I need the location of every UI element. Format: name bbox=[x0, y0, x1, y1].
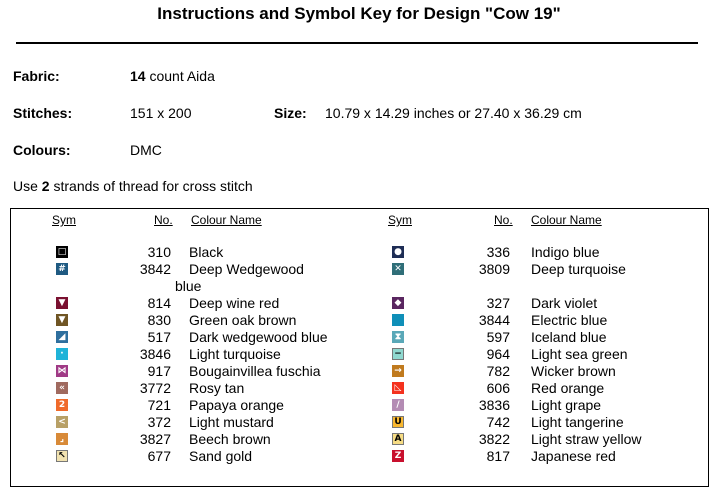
colour-name: Rosy tan bbox=[189, 380, 245, 396]
stitch-number: 3809 bbox=[478, 261, 510, 277]
bowtie-icon: ⋈ bbox=[57, 366, 67, 376]
colour-name: Black bbox=[189, 244, 224, 260]
colour-name: Sand gold bbox=[189, 448, 253, 464]
key-row bbox=[11, 261, 701, 278]
colour-name: Beech brown bbox=[189, 431, 271, 447]
stitch-number: 3846 bbox=[139, 346, 171, 362]
stitch-number: 3772 bbox=[139, 380, 171, 396]
u-shape-icon: U bbox=[392, 416, 404, 428]
strands-instruction bbox=[13, 178, 253, 194]
key-row bbox=[11, 448, 701, 465]
down-triangle-icon: ▼ bbox=[56, 297, 68, 309]
hash-icon: # bbox=[56, 263, 68, 275]
colour-name: Red orange bbox=[531, 380, 605, 396]
symbol-key-table bbox=[10, 208, 709, 487]
fabric-type: count Aida bbox=[145, 68, 215, 84]
open-square-icon: □ bbox=[57, 247, 67, 257]
colour-name: Iceland blue bbox=[531, 329, 607, 345]
stitch-number: 782 bbox=[486, 363, 510, 379]
colour-name: Dark violet bbox=[531, 295, 598, 311]
colour-name: Wicker brown bbox=[531, 363, 616, 379]
stitch-number: 817 bbox=[486, 448, 510, 464]
key-row bbox=[11, 244, 701, 261]
colour-name: Deep Wedgewood bbox=[189, 261, 304, 277]
corner-icon: ⌟ bbox=[56, 433, 68, 445]
key-row bbox=[11, 363, 701, 380]
stitches-value: 151 x 200 bbox=[130, 105, 192, 121]
down-triangle-icon: ▼ bbox=[56, 314, 68, 326]
cross-icon: ✕ bbox=[392, 263, 404, 275]
colour-name: Green oak brown bbox=[189, 312, 297, 328]
colour-name: Deep wine red bbox=[189, 295, 280, 311]
key-row bbox=[11, 346, 701, 363]
stitch-number: 814 bbox=[147, 295, 171, 311]
diamond-icon: ◆ bbox=[392, 297, 404, 309]
corner-triangle-icon: ◢ bbox=[56, 331, 68, 343]
stitch-number: 3844 bbox=[478, 312, 510, 328]
stitch-number: 742 bbox=[486, 414, 510, 430]
triangle-icon: ◺ bbox=[392, 382, 404, 394]
fabric-label: Fabric: bbox=[13, 68, 60, 84]
title-underline bbox=[16, 42, 698, 44]
key-row bbox=[11, 414, 701, 431]
header-sym-left: Sym bbox=[52, 213, 76, 227]
strands-count: 2 bbox=[41, 178, 50, 194]
header-name-right: Colour Name bbox=[531, 213, 602, 227]
key-row bbox=[11, 397, 701, 414]
key-row bbox=[11, 312, 701, 329]
letter-z-icon: Z bbox=[392, 450, 404, 462]
fabric-count: 14 bbox=[130, 68, 146, 84]
circle-icon: ● bbox=[392, 246, 404, 258]
stitch-number: 677 bbox=[147, 448, 171, 464]
colour-name: Indigo blue bbox=[531, 244, 600, 260]
hourglass-icon: ⧗ bbox=[392, 331, 404, 343]
slash-icon: / bbox=[392, 399, 404, 411]
solid-square-icon bbox=[392, 314, 404, 326]
size-value: 10.79 x 14.29 inches or 27.40 x 36.29 cm bbox=[325, 105, 582, 121]
arrow-icon: ↖ bbox=[56, 450, 68, 462]
header-no-left: No. bbox=[154, 213, 173, 227]
stitch-number: 964 bbox=[486, 346, 510, 362]
colour-name: Light mustard bbox=[189, 414, 274, 430]
letter-a-icon: A bbox=[392, 433, 404, 445]
dash-icon: − bbox=[392, 348, 404, 360]
stitch-number: 3842 bbox=[139, 261, 171, 277]
header-no-right: No. bbox=[494, 213, 513, 227]
colour-name: Bougainvillea fuschia bbox=[189, 363, 321, 379]
key-row bbox=[11, 329, 701, 346]
colour-name: Light grape bbox=[531, 397, 602, 413]
colour-name: Light straw yellow bbox=[531, 431, 642, 447]
stitch-number: 327 bbox=[486, 295, 510, 311]
colours-label: Colours: bbox=[13, 142, 71, 158]
stitch-number: 830 bbox=[147, 312, 171, 328]
less-than-icon: < bbox=[56, 416, 68, 428]
stitch-number: 597 bbox=[486, 329, 510, 345]
header-name-left: Colour Name bbox=[191, 213, 262, 227]
stitch-number: 606 bbox=[486, 380, 510, 396]
colours-value: DMC bbox=[130, 142, 162, 158]
stitch-number: 517 bbox=[147, 329, 171, 345]
colour-name: Light tangerine bbox=[531, 414, 624, 430]
colour-name: Electric blue bbox=[531, 312, 608, 328]
key-row bbox=[11, 380, 701, 397]
stitch-number: 336 bbox=[486, 244, 510, 260]
colour-name: Deep turquoise bbox=[531, 261, 626, 277]
colour-name: Papaya orange bbox=[189, 397, 284, 413]
stitch-number: 3836 bbox=[478, 397, 510, 413]
colour-name-continuation: blue bbox=[175, 278, 202, 294]
strands-pre: Use bbox=[13, 178, 42, 194]
page-title: Instructions and Symbol Key for Design "Cow 19" bbox=[157, 4, 561, 23]
number-2-icon: 2 bbox=[56, 399, 68, 411]
stitch-number: 721 bbox=[147, 397, 171, 413]
key-row bbox=[11, 431, 701, 448]
colour-name: Japanese red bbox=[531, 448, 616, 464]
stitch-number: 3827 bbox=[139, 431, 171, 447]
double-chevron-icon: « bbox=[56, 382, 68, 394]
colour-name: Light turquoise bbox=[189, 346, 281, 362]
key-row bbox=[11, 295, 701, 312]
header-sym-right: Sym bbox=[388, 213, 412, 227]
fabric-value bbox=[130, 68, 215, 84]
stitch-number: 372 bbox=[147, 414, 171, 430]
strands-post: strands of thread for cross stitch bbox=[49, 178, 253, 194]
stitch-number: 917 bbox=[147, 363, 171, 379]
stitch-number: 310 bbox=[147, 244, 171, 260]
size-label: Size: bbox=[274, 105, 307, 121]
right-arrow-icon: → bbox=[392, 365, 404, 377]
dot-icon: · bbox=[56, 348, 68, 360]
colour-name: Light sea green bbox=[531, 346, 628, 362]
colour-name: Dark wedgewood blue bbox=[189, 329, 328, 345]
stitches-label: Stitches: bbox=[13, 105, 73, 121]
stitch-number: 3822 bbox=[478, 431, 510, 447]
